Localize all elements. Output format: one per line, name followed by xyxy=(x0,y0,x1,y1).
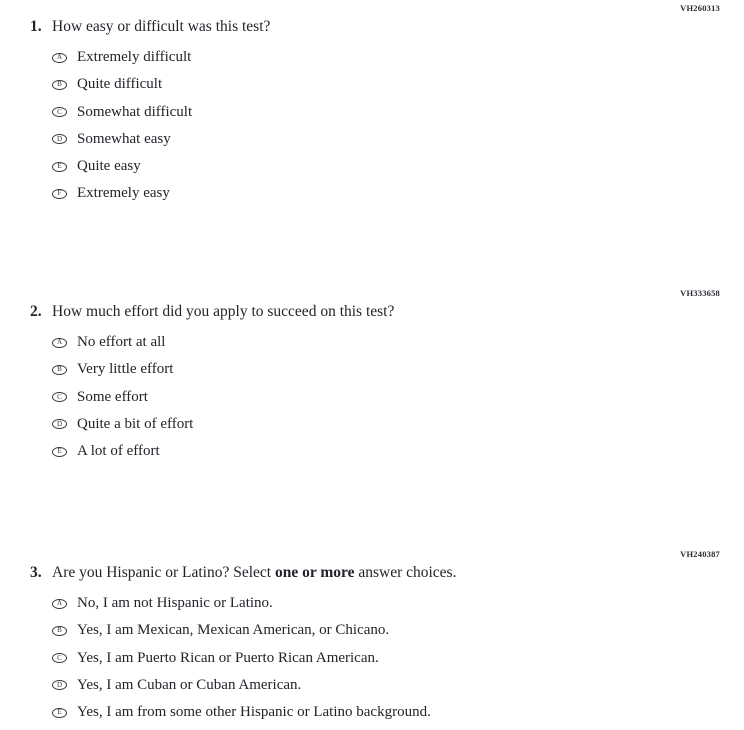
answer-option-label: Yes, I am Cuban or Cuban American. xyxy=(77,676,302,693)
answer-option-label: Extremely easy xyxy=(77,185,170,202)
item-code: VH260313 xyxy=(680,3,720,13)
answer-option-label: Very little effort xyxy=(77,361,174,378)
answer-option[interactable] xyxy=(52,703,431,722)
question-text-pre: Are you Hispanic or Latino? Select xyxy=(52,564,275,581)
answer-bubble-icon[interactable]: C xyxy=(52,392,67,402)
answer-bubble-icon[interactable]: E xyxy=(52,708,67,718)
answer-option[interactable] xyxy=(52,621,431,640)
answer-option-label: Somewhat difficult xyxy=(77,103,193,120)
answer-option[interactable] xyxy=(52,75,192,94)
question-text-pre: How much effort did you apply to succeed on this test? xyxy=(52,303,395,320)
answer-option[interactable] xyxy=(52,184,192,203)
answer-option-label: Yes, I am Mexican, Mexican American, or Chicano. xyxy=(77,622,390,639)
answer-option-label: Some effort xyxy=(77,388,148,405)
answer-option[interactable] xyxy=(52,415,193,434)
question-text-pre: How easy or difficult was this test? xyxy=(52,18,271,35)
answer-bubble-icon[interactable]: C xyxy=(52,653,67,663)
answer-option[interactable] xyxy=(52,48,192,67)
item-code: VH240387 xyxy=(680,549,720,559)
answer-option-label: No effort at all xyxy=(77,334,166,350)
question-text xyxy=(30,564,456,582)
question-text-post: answer choices. xyxy=(354,564,457,581)
answer-option-label: Yes, I am from some other Hispanic or Latino background. xyxy=(77,704,431,721)
answer-option[interactable] xyxy=(52,130,192,149)
answer-option[interactable] xyxy=(52,333,193,352)
answer-option-label: Quite difficult xyxy=(77,76,163,93)
answer-option[interactable] xyxy=(52,360,193,379)
answer-option[interactable] xyxy=(52,388,193,407)
answer-bubble-icon[interactable]: E xyxy=(52,447,67,457)
answer-bubble-icon[interactable]: A xyxy=(52,338,67,348)
answer-option[interactable] xyxy=(52,442,193,461)
answer-option-label: Somewhat easy xyxy=(77,130,171,147)
answer-option[interactable] xyxy=(52,103,192,122)
answer-options xyxy=(52,594,431,730)
answer-bubble-icon[interactable]: A xyxy=(52,53,67,63)
answer-bubble-icon[interactable]: B xyxy=(52,80,67,90)
question-number: 1. xyxy=(30,18,42,35)
question-text-bold: one or more xyxy=(274,564,355,581)
answer-options xyxy=(52,48,192,212)
answer-option-label: Yes, I am Puerto Rican or Puerto Rican American. xyxy=(77,649,379,666)
answer-option[interactable] xyxy=(52,649,431,668)
answer-bubble-icon[interactable]: D xyxy=(52,680,67,690)
answer-bubble-icon[interactable]: F xyxy=(52,189,67,199)
question-text xyxy=(30,18,270,36)
answer-bubble-icon[interactable]: D xyxy=(52,134,67,144)
answer-option-label: Quite a bit of effort xyxy=(77,415,194,432)
answer-option-label: Quite easy xyxy=(77,158,141,175)
answer-option[interactable] xyxy=(52,676,431,695)
answer-option-label: Extremely difficult xyxy=(77,49,192,65)
answer-options xyxy=(52,333,193,469)
question-number: 2. xyxy=(30,303,42,320)
answer-option-label: No, I am not Hispanic or Latino. xyxy=(77,595,273,611)
answer-bubble-icon[interactable]: C xyxy=(52,107,67,117)
answer-bubble-icon[interactable]: A xyxy=(52,599,67,609)
question-number: 3. xyxy=(30,564,42,581)
answer-bubble-icon[interactable]: B xyxy=(52,365,67,375)
item-code: VH333658 xyxy=(680,288,720,298)
answer-option-label: A lot of effort xyxy=(77,443,160,460)
answer-option[interactable] xyxy=(52,157,192,176)
answer-bubble-icon[interactable]: E xyxy=(52,162,67,172)
answer-option[interactable] xyxy=(52,594,431,613)
question-text xyxy=(30,303,394,321)
answer-bubble-icon[interactable]: B xyxy=(52,626,67,636)
answer-bubble-icon[interactable]: D xyxy=(52,419,67,429)
